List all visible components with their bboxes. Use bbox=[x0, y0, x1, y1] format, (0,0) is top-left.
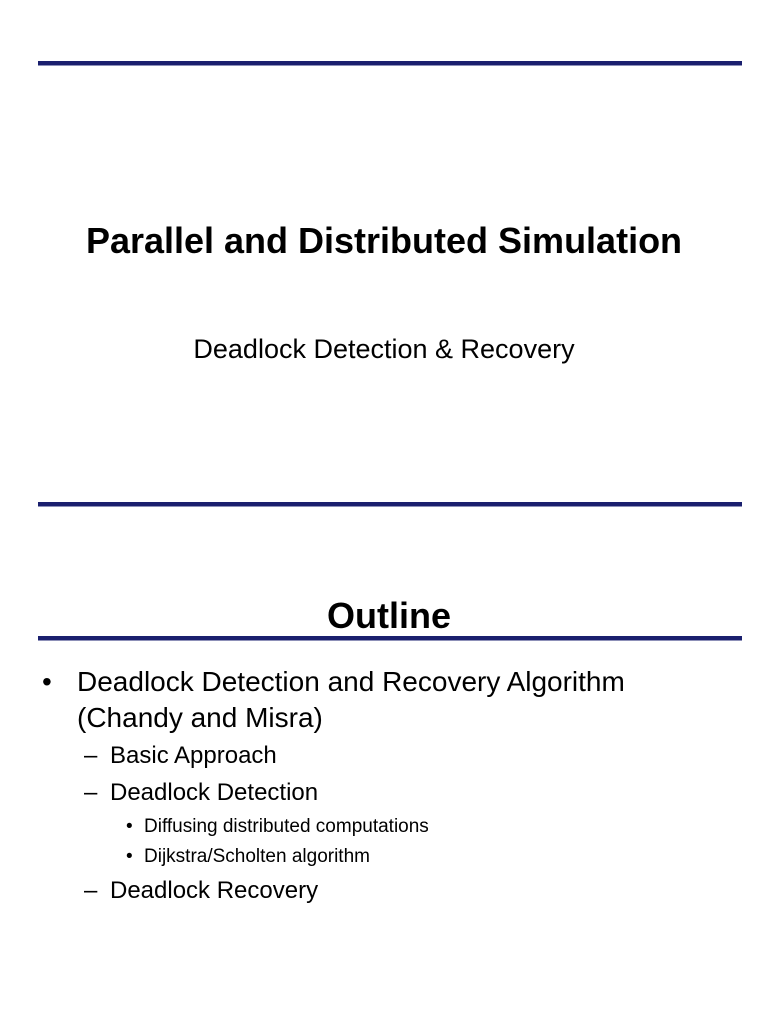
sub-bullet-basic-approach: Basic Approach bbox=[110, 742, 277, 769]
bullet-marker-level3: • bbox=[126, 846, 133, 867]
sub-bullet-deadlock-detection: Deadlock Detection bbox=[110, 779, 319, 806]
sub-bullet-deadlock-recovery: Deadlock Recovery bbox=[110, 877, 319, 904]
dash-marker-level2: – bbox=[84, 742, 98, 769]
sub-sub-bullet-diffusing-computations: Diffusing distributed computations bbox=[144, 816, 429, 837]
sub-sub-bullet-dijkstra-scholten: Dijkstra/Scholten algorithm bbox=[144, 846, 370, 867]
bullet-marker-level3: • bbox=[126, 816, 133, 837]
outline-heading: Outline bbox=[327, 595, 451, 636]
slide1-title: Parallel and Distributed Simulation bbox=[85, 220, 683, 261]
slide1-subtitle: Deadlock Detection & Recovery bbox=[193, 334, 575, 364]
bullet-text-level1-continued: (Chandy and Misra) bbox=[77, 702, 323, 733]
bullet-marker-level1: • bbox=[42, 666, 52, 697]
bullet-text-level1: Deadlock Detection and Recovery Algorithm bbox=[77, 666, 625, 697]
dash-marker-level2: – bbox=[84, 877, 98, 904]
dash-marker-level2: – bbox=[84, 779, 98, 806]
